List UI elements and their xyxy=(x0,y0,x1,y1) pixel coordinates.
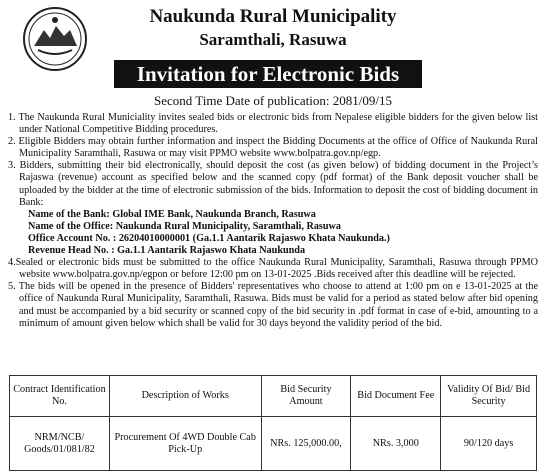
notice-body xyxy=(8,112,538,330)
table-header: Description of Works xyxy=(109,376,261,417)
paragraph-1: 1. The Naukunda Rural Municiality invites sealed bids or electronic bids from Nepalese eligible bidders for the given below list under National Competitive Bidding procedures. xyxy=(8,112,538,136)
table-row xyxy=(10,417,537,471)
document-fee-cell: NRs. 3,000 xyxy=(351,417,441,471)
office-name: Name of the Office: Naukunda Rural Municipality, Saramthali, Rasuwa xyxy=(28,220,341,232)
table-header-row xyxy=(10,376,537,417)
table-header: Validity Of Bid/ Bid Security xyxy=(441,376,537,417)
table-header: Bid Document Fee xyxy=(351,376,441,417)
paragraph-3: 3. Bidders, submitting their bid electronically, should deposit the cost (as given below) of bidding document in the Project’s Rajaswa (revenue) account as specified below and the scanned copy (pdf format) of the Bank deposit voucher shall be uploaded by the bidder at the time of electronic submission of the bids. Information to deposit the cost of bidding document in Bank: xyxy=(8,160,538,208)
paragraph-5: 5. The bids will be opened in the presence of Bidders' representatives who choose to attend at 1:00 pm on e 13-01-2025 at the office of Naukunda Rural Municipality, Saramthali, Rasuwa. Bids must be valid for a period as stated below after bid opening and must be accompanied by a bid security or scanned copy of the bid security in .pdf format in case of e-bid, amounting to a minimum of amount given below which shall be valid for 30 days beyond the validity period of the bid. xyxy=(8,281,538,329)
description-cell: Procurement Of 4WD Double Cab Pick-Up xyxy=(109,417,261,471)
bank-name: Name of the Bank: Global IME Bank, Naukunda Branch, Rasuwa xyxy=(28,208,316,220)
bid-security-cell: NRs. 125,000.00, xyxy=(261,417,351,471)
contract-id-cell: NRM/NCB/ Goods/01/081/82 xyxy=(10,417,110,471)
municipality-name: Naukunda Rural Municipality xyxy=(149,6,397,27)
municipality-location: Saramthali, Rasuwa xyxy=(199,30,347,49)
bid-table xyxy=(9,375,537,471)
header xyxy=(0,0,546,90)
paragraph-4: 4.Sealed or electronic bids must be submitted to the office Naukunda Rural Municipality, Saramthali, Rasuwa through PPMO website www.bolpatra.gov.np/egpon or before 12:00 pm on 13-01-2025 .Bids received after this deadline will be rejected. xyxy=(8,257,538,281)
paragraph-2: 2. Eligible Bidders may obtain further information and inspect the Bidding Documents at the office of Office of Naukunda Rural Municipality Saramthali, Rasuwa or may visit PPMO website www.bolpatra.gov.np/egp. xyxy=(8,136,538,160)
table-header: Contract Identification No. xyxy=(10,376,110,417)
validity-cell: 90/120 days xyxy=(441,417,537,471)
publication-date: Second Time Date of publication: 2081/09/15 xyxy=(154,93,392,108)
office-account: Office Account No. : 26204010000001 (Ga.1.1 Aantarik Rajaswo Khata Naukunda.) xyxy=(28,232,390,244)
table-header: Bid Security Amount xyxy=(261,376,351,417)
notice-banner: Invitation for Electronic Bids xyxy=(114,60,422,88)
revenue-head: Revenue Head No. : Ga.1.1 Aantarik Rajaswo Khata Naukunda xyxy=(28,245,306,257)
